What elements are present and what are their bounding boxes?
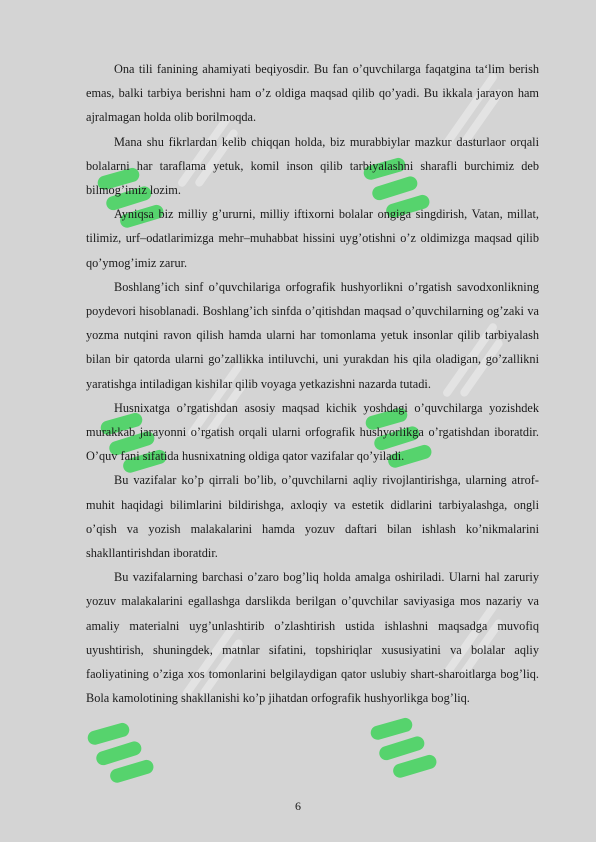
watermark-mark-right-3 xyxy=(376,718,429,778)
paragraph-2: Mana shu fikrlardan kelib chiqqan holda, biz murabbiylar mazkur dasturlaor orqali bolalarni har taraflama yetuk, komil inson qilib tarbiyalashni sharafli burchimiz deb bilmog’imiz lozim. xyxy=(86,134,539,198)
page-number: 6 xyxy=(295,799,301,813)
paragraph-3: Ayniqsa biz milliy g’ururni, milliy iftixorni bolalar ongiga singdirish, Vatan, millat, tilimiz, urf–odatlarimizga mehr–muhabbat hissini uyg’otishni o’z oldimizga maqsad qilib qo’ymog’imiz zarur. xyxy=(86,207,539,270)
paragraph-4: Boshlang’ich sinf o’quvchilariga orfografik hushyorlikni o’rgatish savodxonlikning poydevori hisoblanadi. Boshlang’ich sinfda o’qitishdan maqsad o’quvchilarning og’zaki va yozma nutqini ravon qilish hamda ularni har tomonlama yetuk insonlar qilib tarbiyalash bilan bir qatorda ularni go’zallikka intiluvchi, uni yurakdan his qila oladigan, go’zallikni yaratishga intiladigan kishilar qilib voyaga yetkazishni nazarda tutadi. xyxy=(86,279,539,391)
paragraph-5: Husnixatga o’rgatishdan asosiy maqsad kichik yoshdagi o’quvchilarga yozishdek murakkab jarayonni o’rgatish orqali ularni orfografik hushyorlikga o’rgatishdan iboratdir. O’quv fani sifatida husnixatning oldiga qator vazifalar qo’yiladi. xyxy=(86,400,539,464)
document-body xyxy=(86,57,539,710)
paragraph-7: Bu vazifalarning barchasi o’zaro bog’liq holda amalga oshiriladi. Ularni hal zaruriy yozuv malakalarini egallashga darslikda berilgan o’quvchilar saviyasiga mos nazariy va amaliy materialni uyg’unlashtirib o’zlashtirish ustida ishlashni maqsadga muvofiq uyushtirish, shuningdek, matnlar sifatini, topshiriqlar xususiyatini va bolalar aqliy faoliyatining o’ziga xos tomonlarini belgilaydigan qator uslubiy shart-sharoitlarga bog’liq. Bola kamolotining shakllanishi ko’p jihatdan orfografik hushyorlikga bog’liq. xyxy=(86,570,539,706)
paragraph-6: Bu vazifalar ko’p qirrali bo’lib, o’quvchilarni aqliy rivojlantirishga, ularning atrof-muhit haqidagi bilimlarini bildirishga, axloqiy va estetik didlarini tarbiyalashga, ongli o’qish va yozish malakalarini hamda yozuv daftari bilan ishlash ko’nikmalarini shakllantirishdan iboratdir. xyxy=(86,473,539,561)
watermark-mark-left-3 xyxy=(93,723,146,783)
paragraph-1: Ona tili fanining ahamiyati beqiyosdir. Bu fan o’quvchilarga faqatgina ta‘lim berish emas, balki tarbiya berishni ham o’z oldiga maqsad qilib qo’yadi. Bu ikkala jarayon ham ajralmagan holda olib borilmoqda. xyxy=(86,62,539,125)
